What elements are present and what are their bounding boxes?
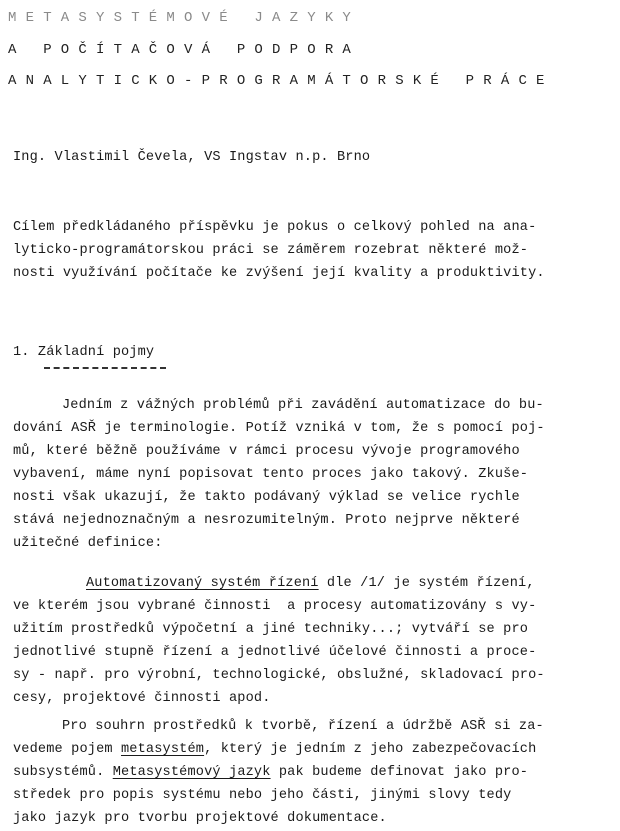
abstract-line-1: Cílem předkládaného příspěvku je pokus o celkový pohled na ana-	[13, 220, 537, 235]
para2-line-2-post: , který je jedním z jeho zabezpečovacích	[204, 742, 537, 757]
definition-line-6: cesy, projektové činnosti apod.	[13, 691, 271, 706]
metasystem-language-term: Metasystémový jazyk	[112, 765, 271, 780]
para2-line-2-pre: vedeme pojem	[13, 742, 121, 757]
para1-line-7: užitečné definice:	[13, 536, 163, 551]
section-heading: 1. Základní pojmy	[13, 345, 155, 360]
definition-line-5: sy - např. pro výrobní, technologické, obslužné, skladovací pro-	[13, 668, 545, 683]
para1-line-1: Jedním z vážných problémů při zavádění automatizace do bu-	[62, 398, 544, 413]
definition-line-1	[86, 576, 535, 592]
para1-line-6: stává nejednoznačným a nesrozumitelným. Proto nejprve některé	[13, 513, 520, 528]
definition-line-3: užitím prostředků výpočetní a jiné techniky...; vytváří se pro	[13, 622, 529, 637]
para2-line-3-pre: subsystémů.	[13, 765, 113, 780]
definition-line-1-rest: dle /1/ je systém řízení,	[318, 576, 535, 591]
heading-underline	[44, 367, 166, 369]
para1-line-3: mů, které běžně používáme v rámci procesu vývoje programového	[13, 444, 520, 459]
para2-line-5: jako jazyk pro tvorbu projektové dokumentace.	[13, 811, 387, 826]
definition-line-2: ve kterém jsou vybrané činnosti a procesy automatizovány s vy-	[13, 599, 537, 614]
para1-line-2: dování ASŘ je terminologie. Potíž vzniká v tom, že s pomocí poj-	[13, 421, 545, 436]
author-line: Ing. Vlastimil Čevela, VS Ingstav n.p. Brno	[13, 150, 371, 165]
metasystem-term: metasystém	[121, 742, 205, 757]
abstract-line-2: lyticko-programátorskou práci se záměrem rozebrat některé mož-	[13, 243, 529, 258]
para2-line-1: Pro souhrn prostředků k tvorbě, řízení a údržbě ASŘ si za-	[62, 719, 544, 734]
definition-term: Automatizovaný systém řízení	[86, 576, 319, 591]
para2-line-2	[13, 742, 536, 758]
doc-title-line-1: METASYSTÉMOVÉ JAZYKY	[8, 10, 361, 26]
definition-line-4: jednotlivé stupně řízení a jednotlivé účelové činnosti a proce-	[13, 645, 537, 660]
doc-title-line-2: A POČÍTAČOVÁ PODPORA	[8, 42, 361, 58]
para1-line-5: nosti však ukazují, že takto podávaný výklad se velice rychle	[13, 490, 520, 505]
doc-title-line-3: ANALYTICKO-PROGRAMÁTORSKÉ PRÁCE	[8, 73, 554, 89]
abstract-line-3: nosti využívání počítače ke zvýšení její kvality a produktivity.	[13, 266, 545, 281]
para1-line-4: vybavení, máme nyní popisovat tento proces jako takový. Zkuše-	[13, 467, 529, 482]
para2-line-3	[13, 765, 528, 781]
para2-line-3-post: pak budeme definovat jako pro-	[270, 765, 529, 780]
para2-line-4: středek pro popis systému nebo jeho části, jinými slovy tedy	[13, 788, 512, 803]
